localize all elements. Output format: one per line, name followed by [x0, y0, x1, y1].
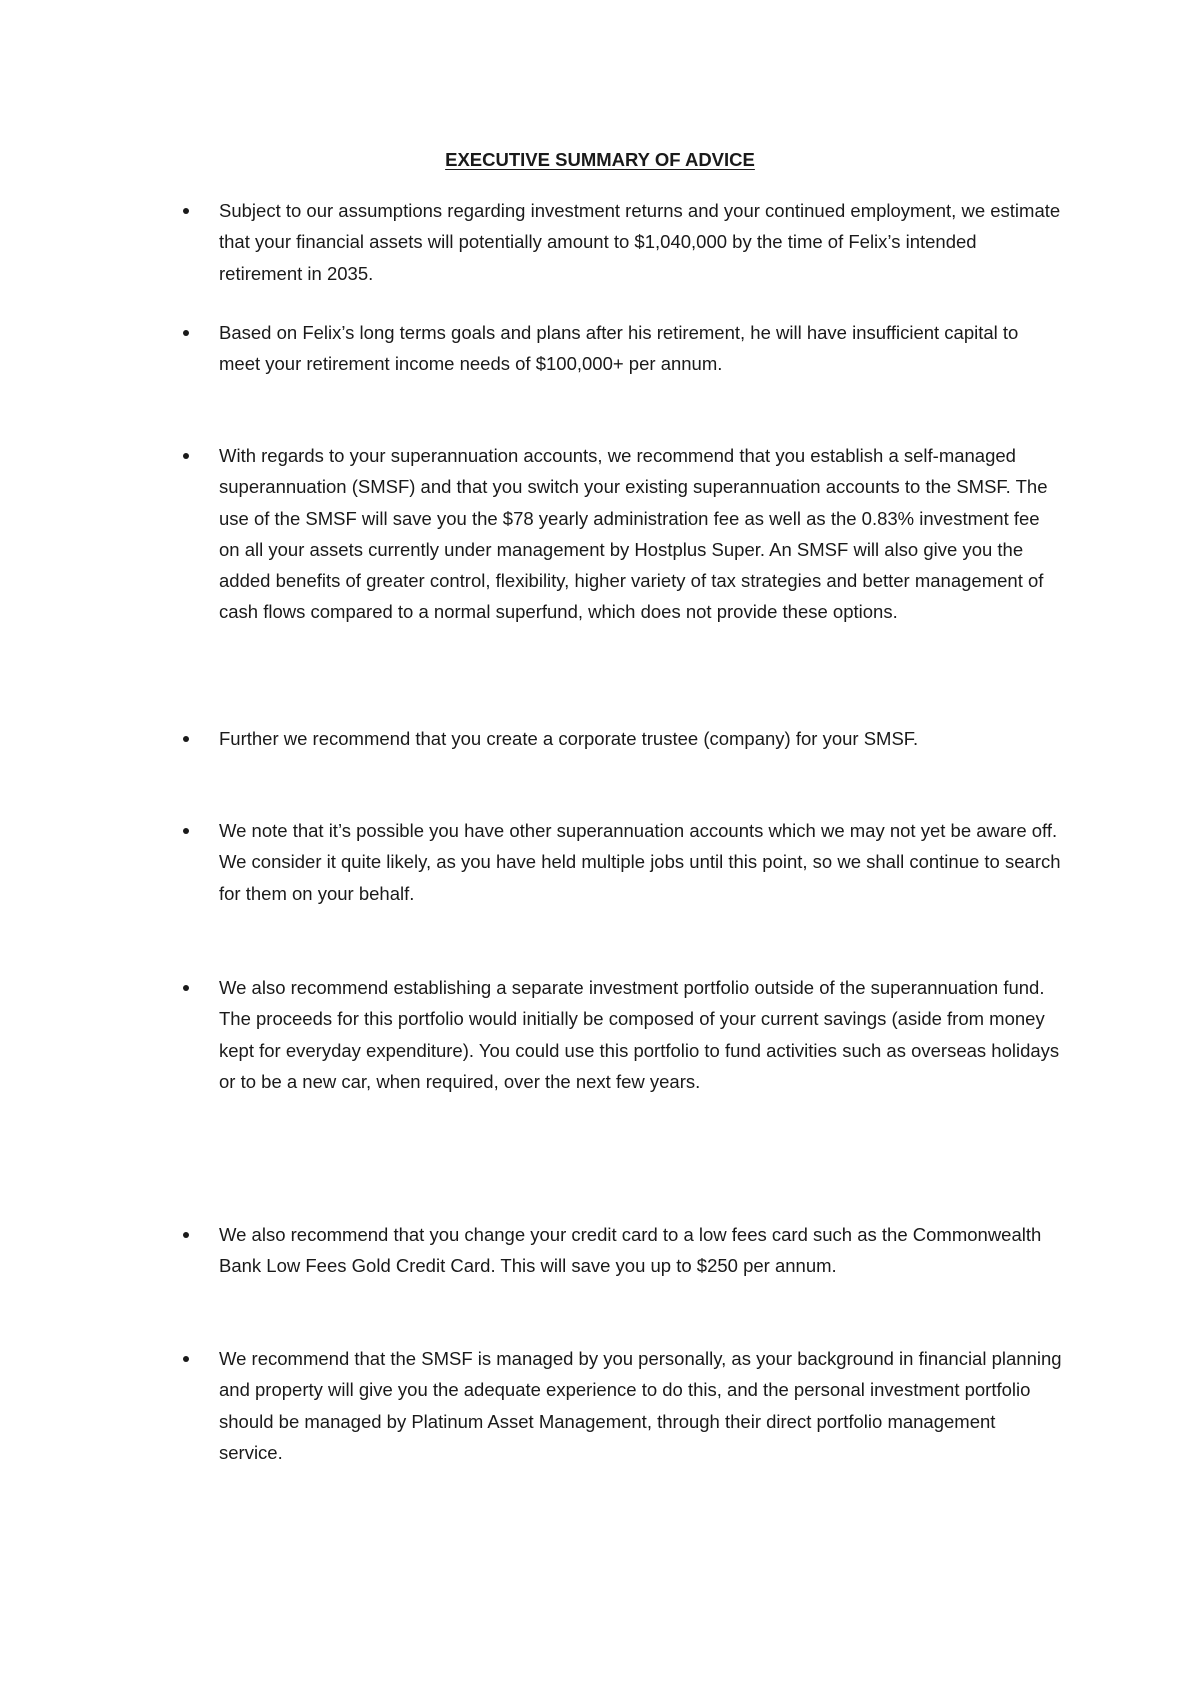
- bullet-text: Based on Felix’s long terms goals and plans after his retirement, he will have insufficient capital to meet your retirement income needs of $100,000+ per annum.: [219, 322, 1019, 375]
- bullet-text: We recommend that the SMSF is managed by you personally, as your background in financial planning and property will give you the adequate experience to do this, and the personal investment portfolio should be managed by Platinum Asset Management, through their direct portfolio management service.: [219, 1348, 1062, 1463]
- bullet-text: With regards to your superannuation accounts, we recommend that you establish a self-managed superannuation (SMSF) and that you switch your existing superannuation accounts to the SMSF. The use of the SMSF will save you the $78 yearly administration fee as well as the 0.83% investment fee on all your assets currently under management by Hostplus Super. An SMSF will also give you the added benefits of greater control, flexibility, higher variety of tax strategies and better management of cash flows compared to a normal superfund, which does not provide these options.: [219, 445, 1048, 623]
- bullet-icon: [183, 453, 189, 459]
- bullet-icon: [183, 208, 189, 214]
- bullet-icon: [183, 330, 189, 336]
- bullet-icon: [183, 1356, 189, 1362]
- document-title: EXECUTIVE SUMMARY OF ADVICE: [445, 149, 755, 170]
- bullet-text: Further we recommend that you create a corporate trustee (company) for your SMSF.: [219, 728, 919, 749]
- bullet-text: We also recommend establishing a separate investment portfolio outside of the superannuation fund. The proceeds for this portfolio would initially be composed of your current savings (aside from money kept for everyday expenditure). You could use this portfolio to fund activities such as overseas holidays or to be a new car, when required, over the next few years.: [219, 977, 1060, 1092]
- bullet-text: We note that it’s possible you have other superannuation accounts which we may not yet be aware off. We consider it quite likely, as you have held multiple jobs until this point, so we shall continue to search for them on your behalf.: [219, 820, 1061, 904]
- bullet-icon: [183, 828, 189, 834]
- bullet-text: Subject to our assumptions regarding investment returns and your continued employment, we estimate that your financial assets will potentially amount to $1,040,000 by the time of Felix’s intended retirement in 2035.: [219, 200, 1061, 284]
- bullet-text: We also recommend that you change your credit card to a low fees card such as the Commonwealth Bank Low Fees Gold Credit Card. This will save you up to $250 per annum.: [219, 1224, 1042, 1277]
- bullet-icon: [183, 736, 189, 742]
- bullet-icon: [183, 1232, 189, 1238]
- bullet-icon: [183, 985, 189, 991]
